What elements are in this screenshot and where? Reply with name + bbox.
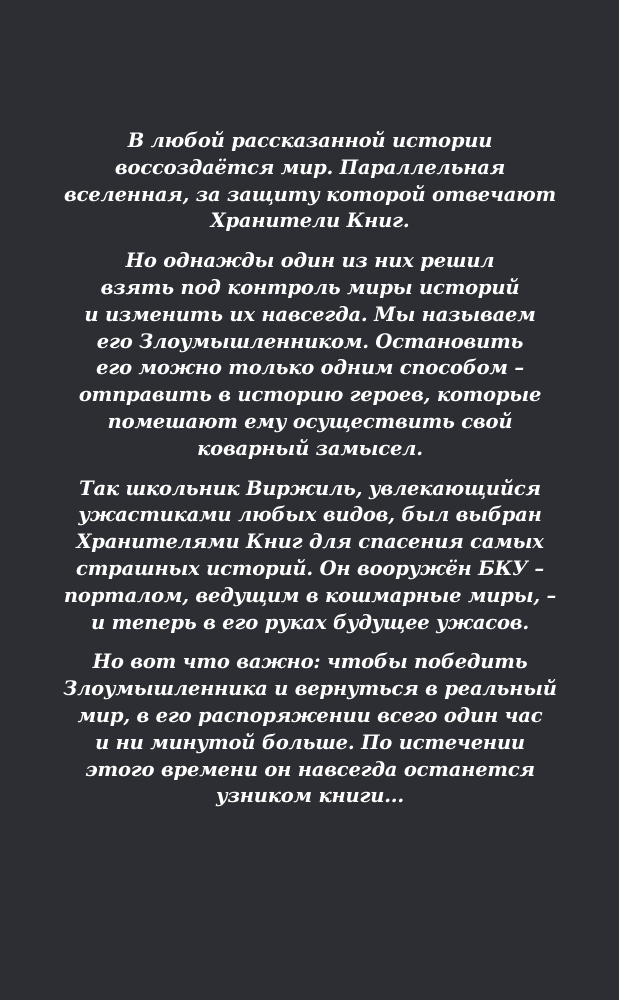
paragraph-2 [60,248,560,462]
text-line: помешают ему осуществить свой [107,409,513,433]
text-line: Хранители Книг. [210,209,410,233]
text-line: Но вот что важно: чтобы победить [92,650,528,674]
synopsis-text [60,128,560,823]
paragraph-3 [60,476,560,637]
text-line: его Злоумышленником. Остановить [96,329,524,353]
text-line: вселенная, за защиту которой отвечают [64,182,556,206]
paragraph-1 [60,128,560,235]
text-line: и теперь в его руках будущее ужасов. [91,610,529,634]
text-line: коварный замысел. [197,436,423,460]
text-line: Так школьник Виржиль, увлекающийся [79,476,541,500]
text-line: мир, в его распоряжении всего один час [77,703,543,727]
text-line: порталом, ведущим в кошмарные миры, – [63,583,557,607]
text-line: воссоздаётся мир. Параллельная [114,155,506,179]
text-line: ужастиками любых видов, был выбран [78,503,542,527]
text-line: взять под контроль миры историй [100,275,520,299]
text-line: В любой рассказанной истории [127,129,493,152]
text-line: отправить в историю героев, которые [78,383,542,407]
text-line: этого времени он навсегда останется [85,757,535,781]
text-line: страшных историй. Он вооружён БКУ – [76,556,544,580]
text-line: и ни минутой больше. По истечении [95,730,525,754]
text-line: Злоумышленника и вернуться в реальный [63,677,557,701]
paragraph-4 [60,649,560,810]
text-line: Хранителями Книг для спасения самых [76,530,544,554]
text-line: узником книги... [216,784,404,808]
text-line: и изменить их навсегда. Мы называем [84,302,536,326]
text-line: его можно только одним способом – [96,356,524,380]
text-line: Но однажды один из них решил [125,249,495,273]
